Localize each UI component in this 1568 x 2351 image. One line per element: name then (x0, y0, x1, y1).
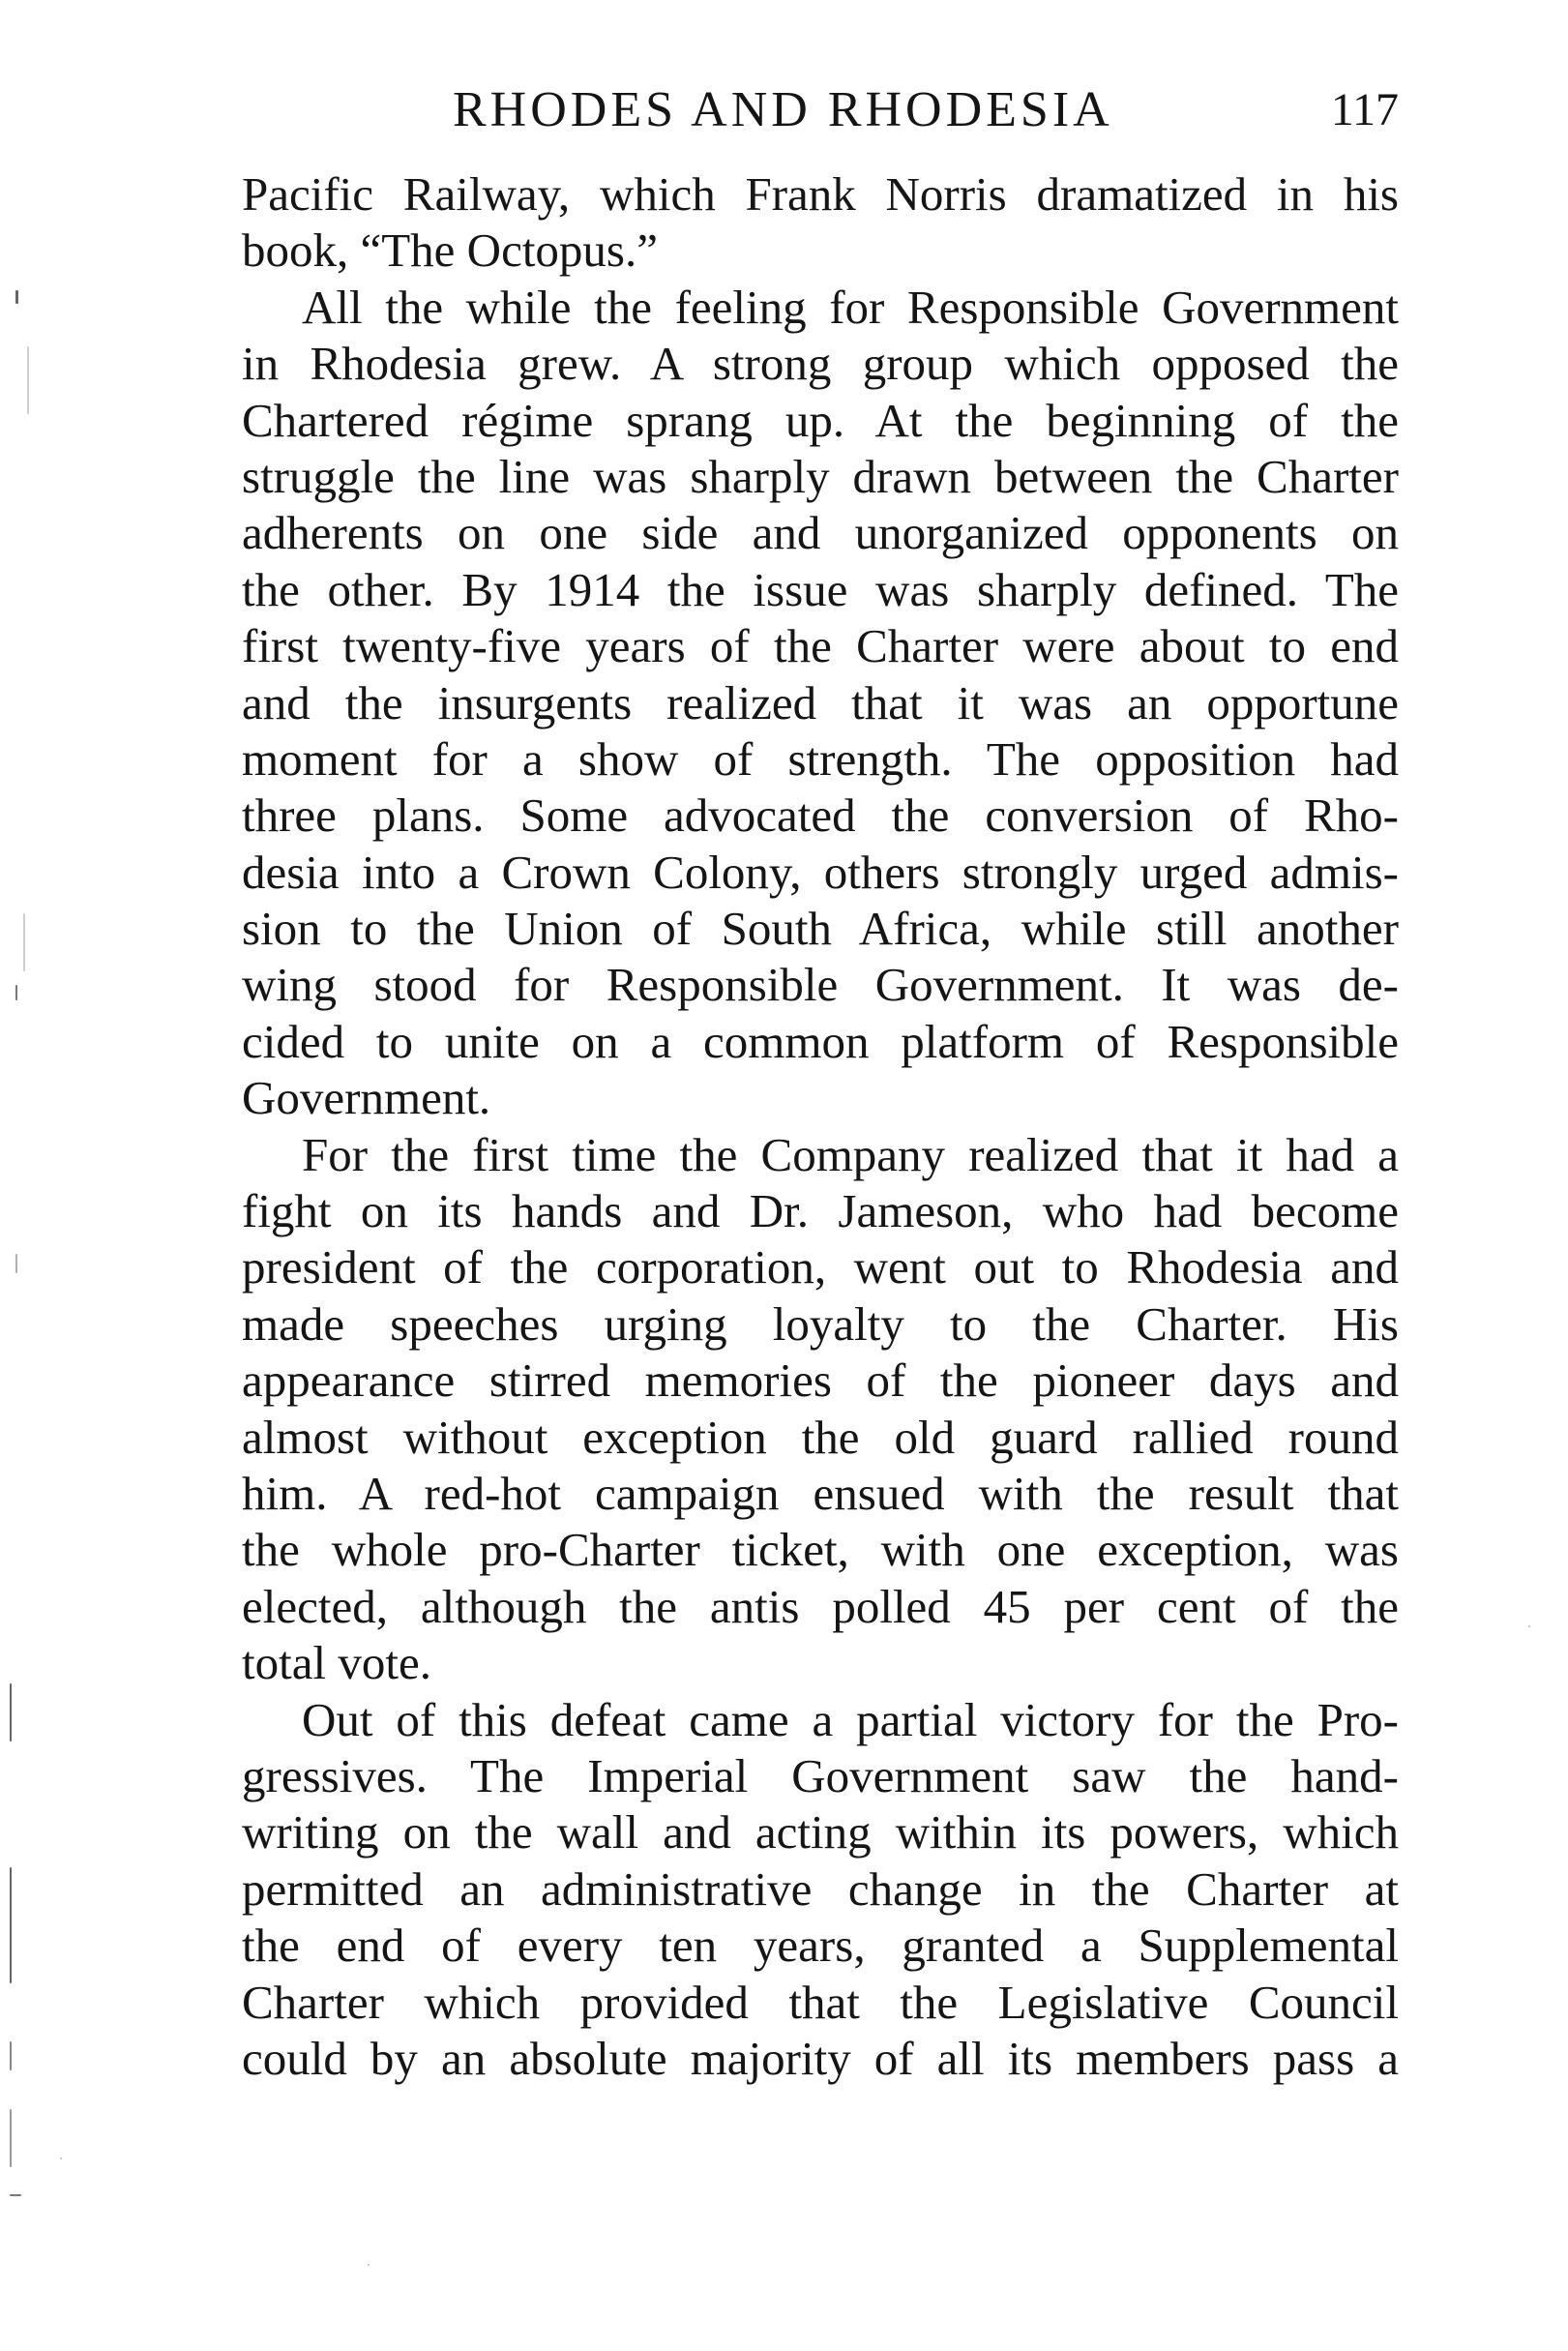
text-line: cided to unite on a common platform of Responsible (242, 1014, 1399, 1068)
scan-artifact (15, 290, 18, 304)
scan-artifact (15, 985, 17, 1000)
scan-artifact (10, 2194, 21, 2196)
text-line: writing on the wall and acting within its powers, which (242, 1805, 1399, 1860)
text-line: appearance stirred memories of the pioneer days and (242, 1354, 1399, 1408)
text-line: made speeches urging loyalty to the Charter. His (242, 1296, 1399, 1351)
text-line: first twenty-five years of the Charter were about to end (242, 619, 1399, 673)
text-line: him. A red-hot campaign ensued with the result that (242, 1466, 1399, 1520)
text-line: the end of every ten years, granted a Supplemental (242, 1919, 1399, 1973)
text-line: gressives. The Imperial Government saw the hand- (242, 1748, 1399, 1802)
running-head (242, 79, 1399, 141)
text-line: moment for a show of strength. The opposition had (242, 731, 1399, 786)
text-line: struggle the line was sharply drawn between the Charter (242, 449, 1399, 503)
paragraph-first-line: For the first time the Company realized that it had a (302, 1127, 1399, 1181)
scan-artifact (10, 1867, 12, 1983)
scan-artifact (10, 2041, 12, 2070)
paragraph-first-line: Out of this defeat came a partial victory for the Pro- (302, 1692, 1399, 1746)
text-line: three plans. Some advocated the conversion of Rho- (242, 789, 1399, 843)
text-line: almost without exception the old guard rallied round (242, 1410, 1399, 1464)
scan-speck (1528, 1625, 1530, 1627)
page-number: 117 (1330, 84, 1399, 135)
text-line: wing stood for Responsible Government. It was de- (242, 958, 1399, 1012)
text-line: permitted an administrative change in the Charter at (242, 1861, 1399, 1916)
text-line: book, “The Octopus.” (242, 223, 658, 278)
text-line: president of the corporation, went out to Rhodesia and (242, 1240, 1399, 1295)
scan-artifact (10, 1683, 12, 1741)
text-line: Charter which provided that the Legislative Council (242, 1975, 1399, 2029)
text-line: sion to the Union of South Africa, while still another (242, 902, 1399, 956)
text-line: fight on its hands and Dr. Jameson, who had become (242, 1184, 1399, 1238)
text-line: elected, although the antis polled 45 per cent of the (242, 1579, 1399, 1633)
scan-artifact (27, 346, 29, 414)
body-text (242, 166, 1399, 2087)
text-line: in Rhodesia grew. A strong group which opposed the (242, 337, 1399, 391)
text-line: adherents on one side and unorganized opponents on (242, 506, 1399, 560)
text-line: Government. (242, 1071, 491, 1125)
text-line: Pacific Railway, which Frank Norris dramatized in his (242, 167, 1399, 221)
scan-speck (60, 2158, 62, 2159)
text-line: and the insurgents realized that it was an opportune (242, 675, 1399, 729)
text-line: Chartered régime sprang up. At the beginning of the (242, 393, 1399, 447)
paragraph-first-line: All the while the feeling for Responsible Government (302, 280, 1399, 334)
scan-speck (368, 2264, 370, 2266)
text-line: could by an absolute majority of all its members pass a (242, 2031, 1399, 2085)
text-line: the whole pro-Charter ticket, with one exception, was (242, 1523, 1399, 1577)
text-line: the other. By 1914 the issue was sharply defined. The (242, 562, 1399, 616)
scan-artifact (23, 913, 25, 971)
text-line: total vote. (242, 1636, 431, 1690)
running-title: RHODES AND RHODESIA (453, 82, 1113, 137)
scan-artifact (15, 1254, 17, 1273)
text-line: desia into a Crown Colony, others strongly urged admis- (242, 845, 1399, 899)
scan-artifact (10, 2109, 12, 2167)
